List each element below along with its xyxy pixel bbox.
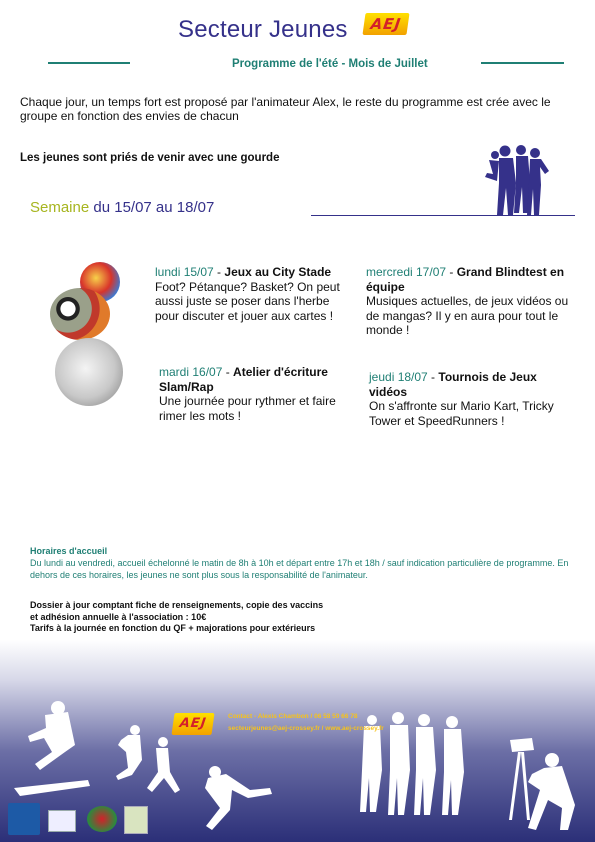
event-separator: - <box>446 265 457 279</box>
page-title: Secteur Jeunes <box>178 16 348 43</box>
event-date: mercredi 17/07 <box>366 265 447 279</box>
horaires-heading: Horaires d'accueil <box>30 546 108 556</box>
partner-logo <box>124 806 148 834</box>
header-rule-left <box>48 62 130 64</box>
event-description: Une journée pour rythmer et faire rimer les mots ! <box>159 394 336 423</box>
intro-text: Chaque jour, un temps fort est proposé par l'animateur Alex, le reste du programme est crée avec le groupe en fonction des envies de chacun <box>20 95 551 123</box>
event-title: Atelier d'écriture Slam/Rap <box>159 365 328 394</box>
event-date: lundi 15/07 <box>155 265 214 279</box>
horaires-text: Du lundi au vendredi, accueil échelonné le matin de 8h à 10h et départ entre 17h et 18h / sauf indication particulière de programme. En dehors de ces horaires, les jeunes ne sont plus sous la responsabilité de l'animateur. <box>30 558 569 580</box>
dossier-line: Dossier à jour comptant fiche de renseignements, copie des vaccins <box>30 600 324 610</box>
contact-line: Contact - Alexis Chambon / 06 58 50 66 78 <box>228 713 358 720</box>
event-separator: - <box>222 365 234 379</box>
contact-line[interactable]: secteurjeunes@aej-crossey.fr / www.aej-crossey.fr <box>228 725 384 732</box>
event-description: On s'affronte sur Mario Kart, Tricky Tower et SpeedRunners ! <box>369 399 554 428</box>
contact-info <box>228 711 384 735</box>
partner-logo <box>48 810 76 832</box>
event-description: Foot? Pétanque? Basket? On peut aussi juste se poser dans l'herbe pour discuter et jouer aux cartes ! <box>155 279 340 323</box>
dossier-line: et adhésion annuelle à l'association : 10€ <box>30 611 207 622</box>
week-rule <box>311 215 575 216</box>
week-heading <box>30 199 214 216</box>
week-range: du 15/07 au 18/07 <box>93 199 215 216</box>
event-description: Musiques actuelles, de jeux vidéos ou de mangas? Il y en aura pour tout le monde ! <box>366 294 569 337</box>
event-date: jeudi 18/07 <box>369 370 428 384</box>
caf-logo <box>8 803 40 835</box>
week-label: Semaine <box>30 199 90 216</box>
event-separator: - <box>213 265 225 279</box>
event-tuesday <box>159 365 349 423</box>
horaires-section <box>30 545 580 581</box>
event-title: Tournois de Jeux vidéos <box>369 370 537 399</box>
header-rule-right <box>481 62 564 64</box>
event-thursday <box>369 370 569 428</box>
aej-logo: AEJ <box>362 13 409 35</box>
writing-image <box>55 338 123 406</box>
partner-logo <box>87 806 117 832</box>
aej-logo-footer: AEJ <box>171 713 214 735</box>
event-title: Grand Blindtest en équipe <box>366 265 565 294</box>
gourde-notice: Les jeunes sont priés de venir avec une gourde <box>20 152 280 164</box>
event-date: mardi 16/07 <box>159 365 223 379</box>
event-title: Jeux au City Stade <box>224 265 332 279</box>
event-separator: - <box>427 370 439 384</box>
dossier-line: Tarifs à la journée en fonction du QF + majorations pour extérieurs <box>30 623 316 633</box>
page-subtitle: Programme de l'été - Mois de Juillet <box>232 58 428 70</box>
group-silhouette-image <box>483 143 555 218</box>
event-monday <box>155 265 350 323</box>
dossier-section <box>30 600 323 635</box>
event-wednesday <box>366 265 580 338</box>
sports-balls-image <box>50 288 110 340</box>
